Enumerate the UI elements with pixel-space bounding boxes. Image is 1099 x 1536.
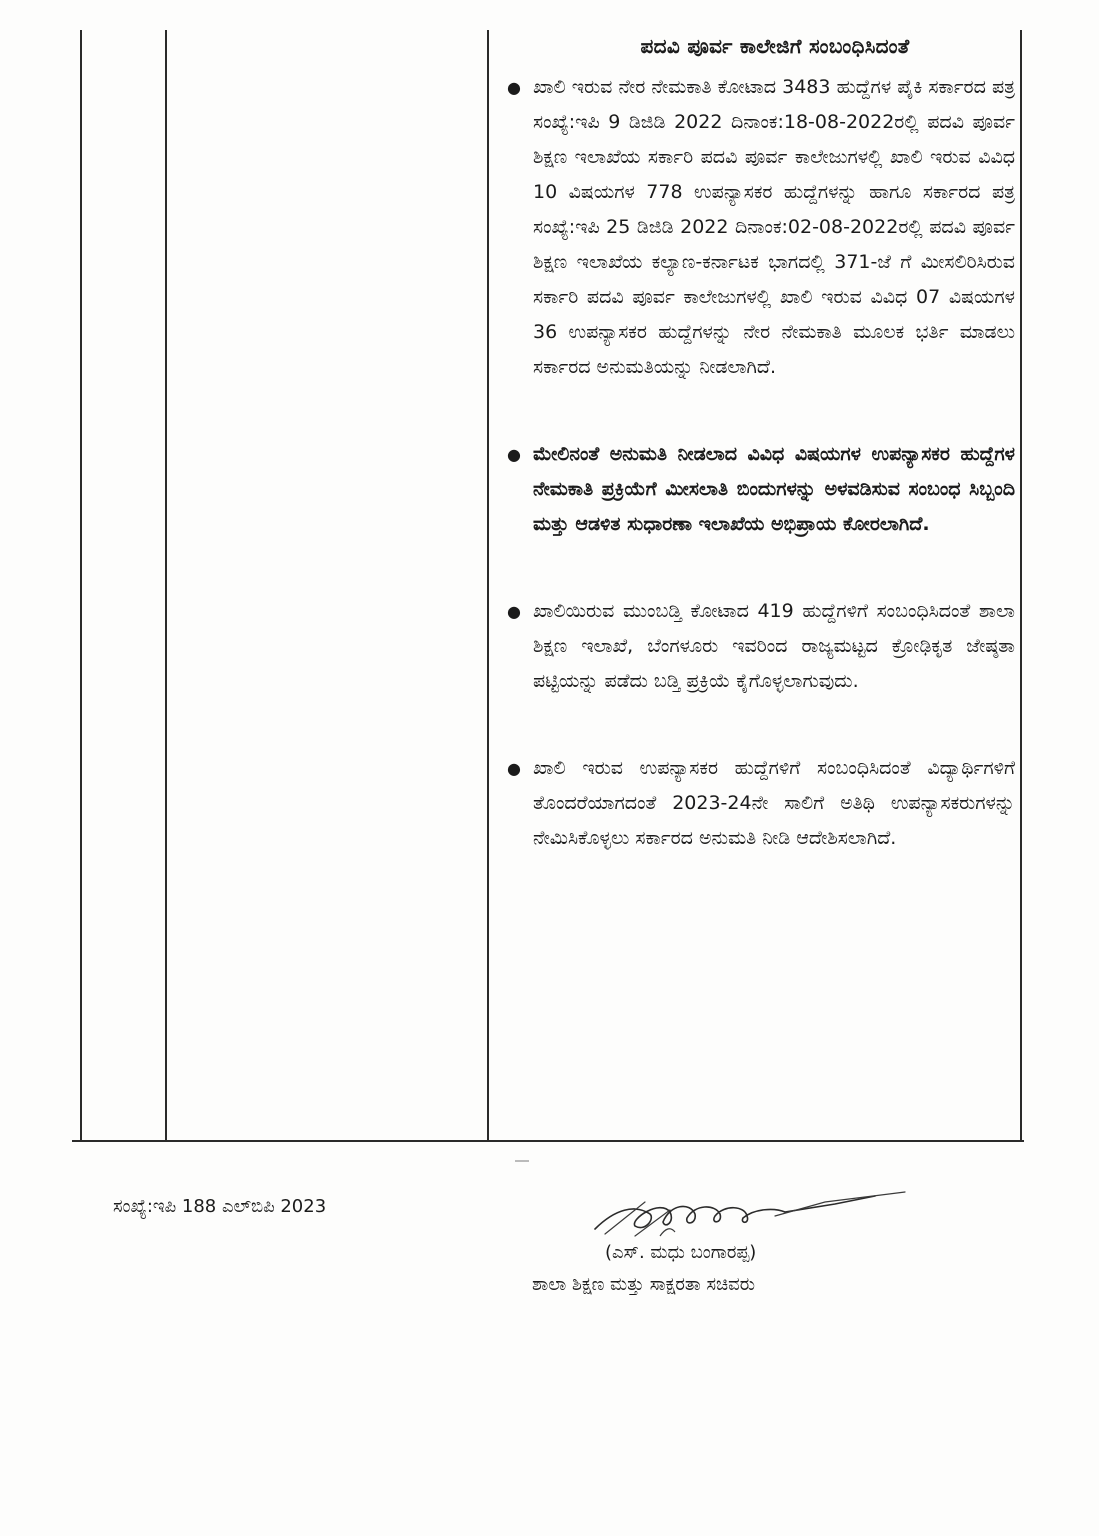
- table-cell-content: [505, 34, 1015, 908]
- bullet-dot-icon: ●: [507, 445, 521, 464]
- scan-mark: [515, 1160, 529, 1162]
- bullet-text: ಮೇಲಿನಂತೆ ಅನುಮತಿ ನೀಡಲಾದ ವಿವಿಧ ವಿಷಯಗಳ ಉಪನ್ಯಾಸಕರ ಹುದ್ದೆಗಳ ನೇಮಕಾತಿ ಪ್ರಕ್ರಿಯೆಗೆ ಮೀಸಲಾತಿ ಬಿಂದುಗಳನ್ನು ಅಳವಡಿಸುವ ಸಂಬಂಧ ಸಿಬ್ಬಂದಿ ಮತ್ತು ಆಡಳಿತ ಸುಧಾರಣಾ ಇಲಾಖೆಯ ಅಭಿಪ್ರಾಯ ಕೋರಲಾಗಿದೆ.: [533, 443, 1015, 535]
- bullet-dot-icon: ●: [507, 602, 521, 621]
- bullet-dot-icon: ●: [507, 759, 521, 778]
- bullet-item: [505, 70, 1015, 385]
- bullet-dot-icon: ●: [507, 78, 521, 97]
- section-heading: ಪದವಿ ಪೂರ್ವ ಕಾಲೇಜಿಗೆ ಸಂಬಂಧಿಸಿದಂತೆ: [640, 34, 910, 58]
- table-border-right: [1020, 30, 1022, 1142]
- table-border-left: [80, 30, 82, 1142]
- bullet-text: ಖಾಲಿಯಿರುವ ಮುಂಬಡ್ತಿ ಕೋಟಾದ 419 ಹುದ್ದೆಗಳಿಗೆ ಸಂಬಂಧಿಸಿದಂತೆ ಶಾಲಾ ಶಿಕ್ಷಣ ಇಲಾಖೆ, ಬೆಂಗಳೂರು ಇವರಿಂದ ರಾಜ್ಯಮಟ್ಟದ ಕ್ರೋಢಿಕೃತ ಜೇಷ್ಠತಾ ಪಟ್ಟಿಯನ್ನು ಪಡೆದು ಬಡ್ತಿ ಪ್ರಕ್ರಿಯೆ ಕೈಗೊಳ್ಳಲಾಗುವುದು.: [533, 600, 1015, 692]
- bullet-item: [505, 594, 1015, 699]
- bullet-text: ಖಾಲಿ ಇರುವ ಉಪನ್ಯಾಸಕರ ಹುದ್ದೆಗಳಿಗೆ ಸಂಬಂಧಿಸಿದಂತೆ ವಿದ್ಯಾರ್ಥಿಗಳಿಗೆ ತೊಂದರೆಯಾಗದಂತೆ 2023-24ನೇ ಸಾಲಿಗೆ ಅತಿಥಿ ಉಪನ್ಯಾಸಕರುಗಳನ್ನು ನೇಮಿಸಿಕೊಳ್ಳಲು ಸರ್ಕಾರದ ಅನುಮತಿ ನೀಡಿ ಆದೇಶಿಸಲಾಗಿದೆ.: [533, 757, 1015, 849]
- table-border-bottom: [72, 1140, 1024, 1142]
- minister-title: ಶಾಲಾ ಶಿಕ್ಷಣ ಮತ್ತು ಸಾಕ್ಷರತಾ ಸಚಿವರು: [532, 1274, 755, 1295]
- signature-block: [520, 1170, 940, 1310]
- signature-icon: [575, 1174, 915, 1244]
- minister-name: (ಎಸ್. ಮಧು ಬಂಗಾರಪ್ಪ): [605, 1242, 757, 1263]
- order-number: ಸಂಖ್ಯೆ:ಇಪಿ 188 ಎಲ್‌ಬಿಪಿ 2023: [113, 1196, 327, 1217]
- bullet-item: [505, 437, 1015, 542]
- bullet-item: [505, 751, 1015, 856]
- table-column-divider-2: [487, 30, 489, 1142]
- bullet-text: ಖಾಲಿ ಇರುವ ನೇರ ನೇಮಕಾತಿ ಕೋಟಾದ 3483 ಹುದ್ದೆಗಳ ಪೈಕಿ ಸರ್ಕಾರದ ಪತ್ರ ಸಂಖ್ಯೆ:ಇಪಿ 9 ಡಿಜಿಡಿ 2022 ದಿನಾಂಕ:18-08-2022ರಲ್ಲಿ ಪದವಿ ಪೂರ್ವ ಶಿಕ್ಷಣ ಇಲಾಖೆಯ ಸರ್ಕಾರಿ ಪದವಿ ಪೂರ್ವ ಕಾಲೇಜುಗಳಲ್ಲಿ ಖಾಲಿ ಇರುವ ವಿವಿಧ 10 ವಿಷಯಗಳ 778 ಉಪನ್ಯಾಸಕರ ಹುದ್ದೆಗಳನ್ನು ಹಾಗೂ ಸರ್ಕಾರದ ಪತ್ರ ಸಂಖ್ಯೆ:ಇಪಿ 25 ಡಿಜಿಡಿ 2022 ದಿನಾಂಕ:02-08-2022ರಲ್ಲಿ ಪದವಿ ಪೂರ್ವ ಶಿಕ್ಷಣ ಇಲಾಖೆಯ ಕಲ್ಯಾಣ-ಕರ್ನಾಟಕ ಭಾಗದಲ್ಲಿ 371-ಜೆ ಗೆ ಮೀಸಲಿರಿಸಿರುವ ಸರ್ಕಾರಿ ಪದವಿ ಪೂರ್ವ ಕಾಲೇಜುಗಳಲ್ಲಿ ಖಾಲಿ ಇರುವ ವಿವಿಧ 07 ವಿಷಯಗಳ 36 ಉಪನ್ಯಾಸಕರ ಹುದ್ದೆಗಳನ್ನು ನೇರ ನೇಮಕಾತಿ ಮೂಲಕ ಭರ್ತಿ ಮಾಡಲು ಸರ್ಕಾರದ ಅನುಮತಿಯನ್ನು ನೀಡಲಾಗಿದೆ.: [533, 76, 1015, 378]
- table-column-divider-1: [165, 30, 167, 1142]
